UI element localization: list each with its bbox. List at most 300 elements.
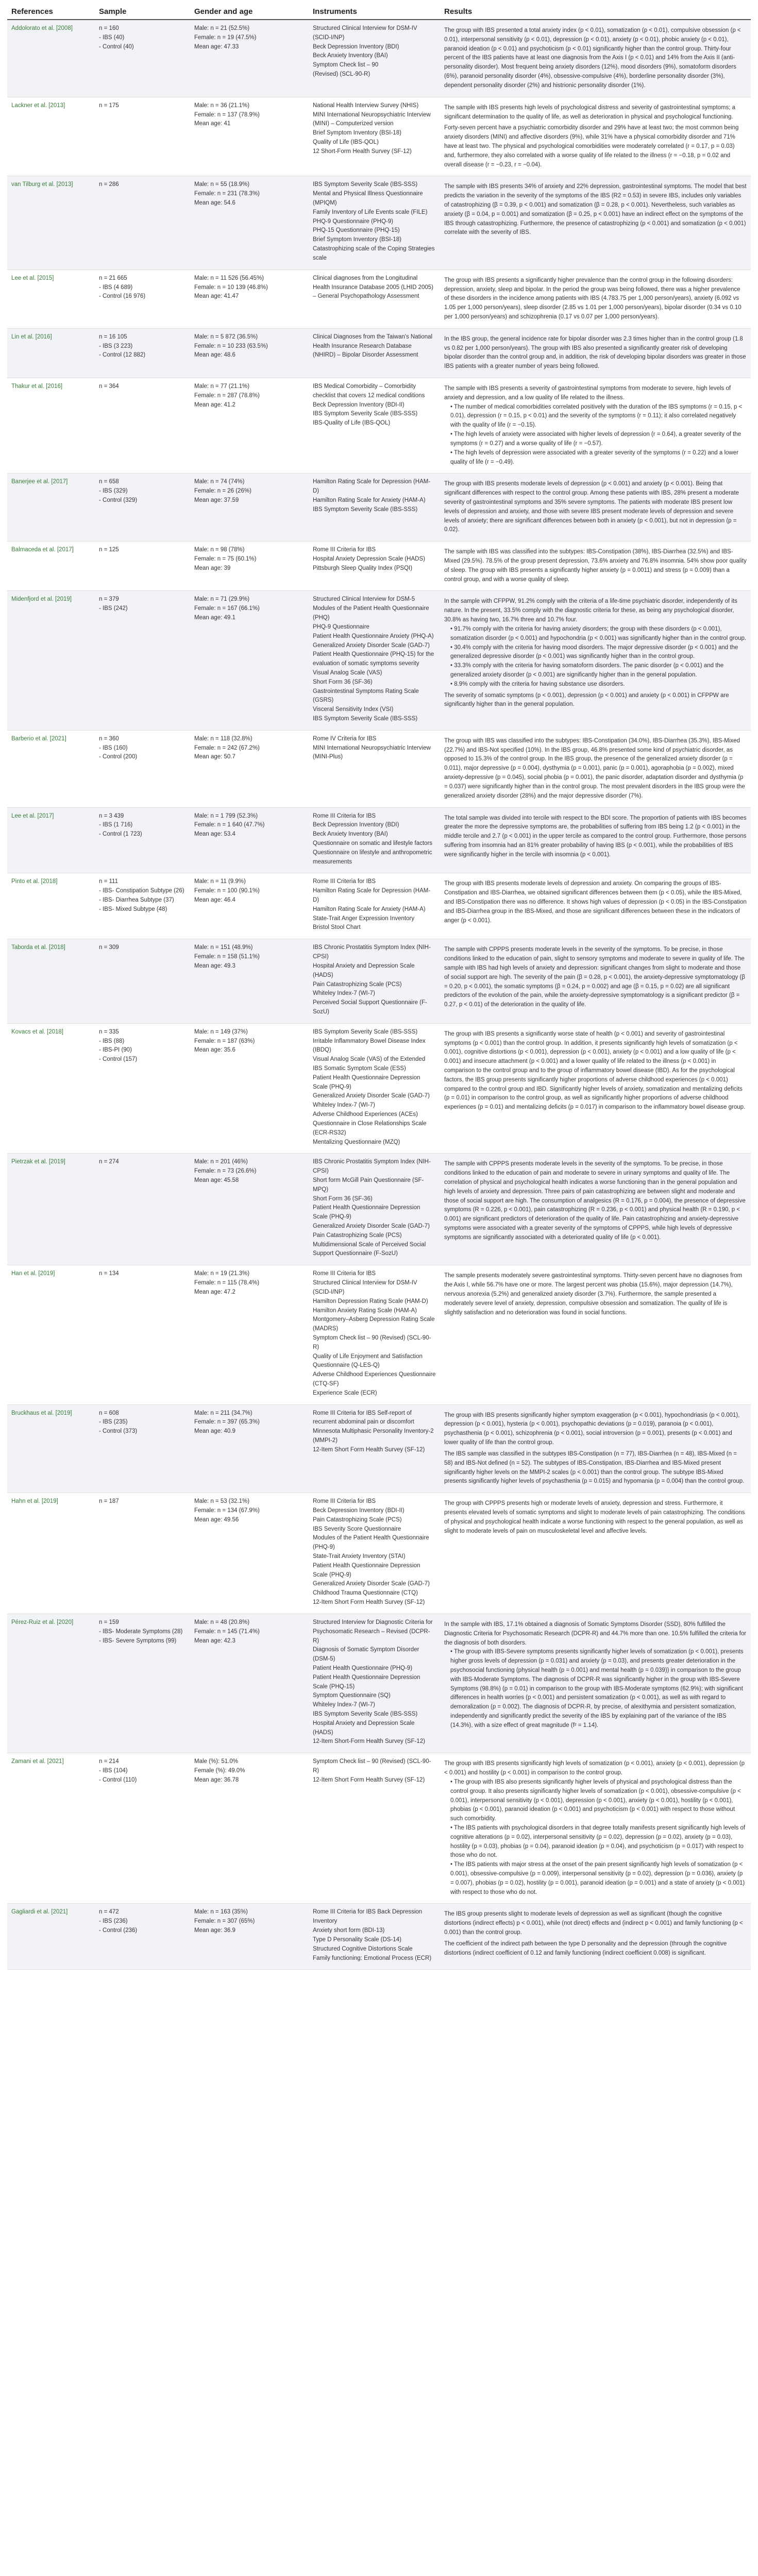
instrument-line: State-Trait Anxiety Inventory (STAI) xyxy=(313,1553,406,1560)
instrument-line: Hospital Anxiety and Depression Scale (HADS) xyxy=(313,1720,415,1736)
instruments-cell xyxy=(309,1493,440,1614)
instrument-line: Rome III Criteria for IBS xyxy=(313,812,376,819)
reference-link[interactable]: Taborda et al. [2018] xyxy=(11,944,65,951)
reference-link[interactable]: Lee et al. [2015] xyxy=(11,275,54,281)
reference-link[interactable]: Balmaceda et al. [2017] xyxy=(11,547,74,553)
reference-cell xyxy=(7,591,95,730)
instrument-line: 12-Item Short-Form Health Survey (SF-12) xyxy=(313,1738,425,1745)
results-paragraph: • 33.3% comply with the criteria for having somatoform disorders. The panic disorder (p < 0.001) and the generalized anxiety disorder (p < 0.001) are significantly higher than in the general population. xyxy=(450,663,724,678)
gender-age-line: Female: n = 73 (26.6%) xyxy=(194,1168,257,1175)
table-row xyxy=(7,541,751,591)
instruments-cell xyxy=(309,541,440,591)
table-row xyxy=(7,97,751,176)
column-header-instruments: Instruments xyxy=(309,4,440,20)
gender-age-line: Male: n = 11 526 (56.45%) xyxy=(194,275,264,281)
reference-link[interactable]: Lin et al. [2016] xyxy=(11,333,52,340)
gender-age-line: Mean age: 36.9 xyxy=(194,1927,235,1934)
header-row xyxy=(7,4,751,20)
sample-line: - IBS (160) xyxy=(99,744,128,751)
instrument-line: National Health Interview Survey (NHIS) xyxy=(313,102,419,109)
instrument-line: Symptom Check list – 90 (Revised) (SCL-90-R) xyxy=(313,1334,431,1350)
instrument-line: Modules of the Patient Health Questionnaire (PHQ-9) xyxy=(313,1535,429,1551)
table-row xyxy=(7,1404,751,1493)
instruments-cell xyxy=(309,873,440,939)
instrument-line: Beck Anxiety Inventory (BAI) xyxy=(313,53,388,59)
gender-age-line: Male: n = 53 (32.1%) xyxy=(194,1498,250,1505)
results-cell xyxy=(440,807,751,873)
gender-age-line: Mean age: 40.9 xyxy=(194,1428,235,1435)
instrument-line: Bristol Stool Chart xyxy=(313,924,361,931)
instrument-line: Short Form 36 (SF-36) xyxy=(313,679,373,685)
sample-line: - Control (40) xyxy=(99,43,134,50)
reference-link[interactable]: Pietrzak et al. [2019] xyxy=(11,1159,65,1165)
results-cell xyxy=(440,730,751,807)
instrument-line: Childhood Trauma Questionnaire (CTQ) xyxy=(313,1590,418,1597)
reference-cell xyxy=(7,1753,95,1904)
sample-cell xyxy=(95,1493,190,1614)
reference-cell xyxy=(7,20,95,97)
sample-line: - IBS (1 716) xyxy=(99,822,133,828)
sample-line: n = 160 xyxy=(99,25,119,31)
reference-link[interactable]: Barberio et al. [2021] xyxy=(11,735,66,742)
instrument-line: Patient Health Questionnaire (PHQ-9) xyxy=(313,1665,413,1671)
instrument-line: Anxiety short form (BDI-13) xyxy=(313,1927,385,1934)
sample-line: n = 3 439 xyxy=(99,812,124,819)
instrument-line: Family functioning: Emotional Process (ECR) xyxy=(313,1955,432,1961)
table-row xyxy=(7,1904,751,1970)
studies-table xyxy=(7,4,751,1970)
instrument-line: Rome IV Criteria for IBS xyxy=(313,735,377,742)
reference-link[interactable]: Banerjee et al. [2017] xyxy=(11,479,68,485)
gender-age-line: Mean age: 37.59 xyxy=(194,497,239,503)
instrument-line: Symptom Questionnaire (SQ) xyxy=(313,1692,391,1699)
gender-age-line: Female: n = 397 (65.3%) xyxy=(194,1419,260,1426)
sample-cell xyxy=(95,1753,190,1904)
instrument-line: Irritable Inflammatory Bowel Disease Index (IBDQ) xyxy=(313,1038,426,1054)
gender-age-cell xyxy=(190,1753,309,1904)
instrument-line: Generalized Anxiety Disorder Scale (GAD-7) xyxy=(313,1581,430,1587)
gender-age-line: Male: n = 19 (21.3%) xyxy=(194,1270,250,1277)
reference-link[interactable]: Midenfjord et al. [2019] xyxy=(11,596,72,603)
sample-line: - Control (373) xyxy=(99,1428,138,1435)
results-paragraph: The sample with IBS presents 34% of anxiety and 22% depression, gastrointestinal symptoms. The model that best predicts the variation in the severity of the symptoms of the IBS (R2 = 0.53) in severe IBS, includes only variables of catastrophizing (β = 0.39, p < 0.001) and somatization (β = 0.28, p < 0.001). Nevertheless, such variables as anxiety (β = 0.04, p = 0.001) and somatization (β = 0.25, p < 0.001) have an indirect effect on the symptoms of the IBS through catastrophizing. Furthermore, the presence of catastrophizing (p < 0.001) and somatization (p < 0.001) correlate with the severity of IBS. xyxy=(444,183,747,236)
table-body xyxy=(7,20,751,1970)
instrument-line: Patient Health Questionnaire Depression Scale (PHQ-9) xyxy=(313,1562,420,1578)
gender-age-line: Mean age: 41.47 xyxy=(194,293,239,300)
gender-age-line: Mean age: 41 xyxy=(194,121,231,127)
results-paragraph: The group with IBS presented a total anxiety index (p < 0.01), somatization (p < 0.01), compulsive obsession (p < 0.01), interpersonal sensitivity (p < 0.01), depression (p < 0.01), anxiety (p < 0.01), phobic anxiety (p < 0.01), paranoid ideation (p < 0.01) and psychoticism (p < 0.01) significantly higher than the control group. Thirty-four percent of the IBS patients have at least one diagnosis from the Axis I (p < 0.01) and 14% from the Axis II (anti-personality disorder). Most frequent being anxiety disorders (12%), mood disorders (9%), somatoform disorders (6%), paranoid personality disorder (4%), obsessive-compulsive (4%), borderline personality disorder (3%), dependent personality disorder (2%) and histrionic personality disorder (1%). xyxy=(444,27,741,89)
sample-cell xyxy=(95,591,190,730)
instrument-line: Mental and Physical Illness Questionnaire (MPIQM) xyxy=(313,191,423,206)
reference-link[interactable]: Han et al. [2019] xyxy=(11,1270,55,1277)
sample-line: n = 608 xyxy=(99,1410,119,1416)
instrument-line: Questionnaire in Close Relationships Scale (ECR-RS32) xyxy=(313,1120,427,1136)
instrument-line: 12-Item Short Form Health Survey (SF-12) xyxy=(313,1446,425,1453)
instrument-line: Whiteley Index-7 (WI-7) xyxy=(313,1102,375,1109)
sample-line: - Control (1 723) xyxy=(99,831,142,838)
results-cell xyxy=(440,1904,751,1970)
gender-age-line: Male: n = 77 (21.1%) xyxy=(194,383,250,389)
sample-line: - Control (157) xyxy=(99,1056,138,1063)
results-cell xyxy=(440,541,751,591)
gender-age-line: Female: n = 10 139 (46.8%) xyxy=(194,284,268,291)
gender-age-line: Male: n = 21 (52.5%) xyxy=(194,25,250,31)
gender-age-cell xyxy=(190,939,309,1024)
sample-line: n = 134 xyxy=(99,1270,119,1277)
instrument-line: Patient Health Questionnaire Depression Scale (PHQ-9) xyxy=(313,1205,420,1221)
reference-link[interactable]: Pinto et al. [2018] xyxy=(11,878,58,885)
sample-line: - IBS- Mixed Subtype (48) xyxy=(99,906,167,912)
results-paragraph: The group with IBS presents moderate levels of depression and anxiety. On comparing the groups of IBS-Constipation and IBS-Diarrhea, we obtained significant differences between them (p < 0.05), while the IBS-Mixed, and IBS-Constipation there was no difference. It shows high values of depression (p < 0.05) in the IBS-Constipation and IBS-Diarrhea group in the IBS-Mixed, and those are significant differences between these in the indicators of anger (p < 0.001). xyxy=(444,880,747,924)
reference-link[interactable]: Bruckhaus et al. [2019] xyxy=(11,1410,72,1416)
instrument-line: Clinical diagnoses from the Longitudinal Health Insurance Database 2005 (LHID 2005) – General Psychopathology Assessment xyxy=(313,275,433,300)
results-cell xyxy=(440,1265,751,1404)
results-paragraph: The sample with IBS presents a severity of gastrointestinal symptoms from moderate to severe, high levels of anxiety and depression, and a low quality of life related to the illness. xyxy=(444,385,731,401)
results-paragraph: • 30.4% comply with the criteria for having mood disorders. The major depressive disorder (p < 0.001) and the generalized depressive disorder (p < 0.001) was significantly higher than in the control group. xyxy=(450,644,738,660)
gender-age-line: Female: n = 231 (78.3%) xyxy=(194,191,260,197)
gender-age-cell xyxy=(190,1904,309,1970)
column-header-results: Results xyxy=(440,4,751,20)
results-cell xyxy=(440,591,751,730)
results-paragraph: The group with IBS was classified into the subtypes: IBS-Constipation (34.0%), IBS-Diarrhea (35.3%), IBS-Mixed (22.7%) and IBS-Not specified (10%). In the IBS group, 46.8% presented some kind of psychiatric disorder, as opposed to 15.3% of the control group. In the IBS group, the presence of the generalized anxiety disorder (p = 0.011), major depressive (p = 0.004), dysthymia (p = 0.001), panic (p = 0.001), agoraphobia (p = 0.002), mixed anxiety-depressive (p = 0.045), social phobia (p = 0.001), the panic disorder, adaptation disorder and dysthymia (p = 0.037) were significantly higher than in the control group. The most prevalent disorders in the IBS group were the generalized anxiety disorder (28%) and the major depressive disorder (7%). xyxy=(444,737,745,799)
gender-age-cell xyxy=(190,1614,309,1753)
gender-age-line: Male: n = 211 (34.7%) xyxy=(194,1410,252,1416)
instrument-line: Diagnosis of Somatic Symptom Disorder (DSM-5) xyxy=(313,1647,419,1663)
results-paragraph: • The IBS patients with major stress at the onset of the pain present significantly high levels of somatization (p < 0.001), obsessive-compulsive (p = 0.009), interpersonal sensitivity (p = 0.02), depression (p = 0.036), anxiety (p = 0.007), phobias (p = 0.02), hostility (p = 0.001), paranoid ideation (p = 0.001) and a state of anxiety (p < 0.001) with respect to those who do not. xyxy=(450,1861,745,1895)
instrument-line: Hamilton Rating Scale for Depression (HAM-D) xyxy=(313,479,431,495)
results-cell xyxy=(440,20,751,97)
instrument-line: Modules of the Patient Health Questionnaire (PHQ) xyxy=(313,605,429,621)
sample-line: - IBS- Constipation Subtype (26) xyxy=(99,888,184,894)
sample-line: n = 214 xyxy=(99,1758,119,1765)
results-paragraph: The group with IBS presents moderate levels of depression (p < 0.001) and anxiety (p < 0.001). Being that significant differences with respect to the control group. Among these patients with IBS, 28% present a moderate severity of gastrointestinal symptoms and 35% severe symptoms. The patients with moderate IBS present low levels of depression and anxiety, and those with severe IBS present moderate levels of depression and severe levels of anxiety; there are significant differences between both in anxiety (p < 0.001), but not in depression (p = 0.02). xyxy=(444,481,739,533)
table-row xyxy=(7,269,751,328)
instruments-cell xyxy=(309,730,440,807)
sample-cell xyxy=(95,1023,190,1154)
results-paragraph: The group with CPPPS presents high or moderate levels of anxiety, depression and stress. Furthermore, it presents elevated levels of somatic symptoms and slight to moderate levels of pain catastrophizing. The conditions of physical and psychological health indicate a worse functioning with respect to the general population, as well as slight to moderate levels of pain on musculoskeletal level and affective levels. xyxy=(444,1500,745,1534)
results-cell xyxy=(440,1023,751,1154)
gender-age-line: Female: n = 307 (65%) xyxy=(194,1918,255,1925)
results-paragraph: • The high levels of anxiety were associated with higher levels of depression (r = 0.64), a greater severity of the symptoms (r = 0.27) and a worse quality of life (r = −0.57). xyxy=(450,431,742,447)
instrument-line: IBS Medical Comorbidity – Comorbidity checklist that covers 12 medical conditions xyxy=(313,383,425,399)
sample-line: - IBS (329) xyxy=(99,488,128,495)
sample-cell xyxy=(95,807,190,873)
instrument-line: Rome III Criteria for IBS xyxy=(313,878,376,885)
results-paragraph: In the sample with IBS, 17.1% obtained a diagnosis of Somatic Symptoms Disorder (SSD), 80% fulfilled the Diagnostic Criteria for Psychosomatic Research (DCPR-R) and 44.7% more than one. 10.5% fulfilled the criteria for the diagnosis of both disorders. xyxy=(444,1621,747,1646)
gender-age-line: Male: n = 5 872 (36.5%) xyxy=(194,333,258,340)
reference-link[interactable]: Kovacs et al. [2018] xyxy=(11,1028,64,1035)
instrument-line: Generalized Anxiety Disorder Scale (GAD-7) xyxy=(313,642,430,649)
reference-link[interactable]: Addolorato et al. [2008] xyxy=(11,25,73,31)
gender-age-cell xyxy=(190,1265,309,1404)
instruments-cell xyxy=(309,1753,440,1904)
instrument-line: Structured Clinical Interview for DSM-IV (SCID-I/NP) xyxy=(313,1280,417,1295)
instrument-line: Structured Clinical Interview for DSM-5 xyxy=(313,596,415,603)
instrument-line: Generalized Anxiety Disorder Scale (GAD-7) xyxy=(313,1093,430,1099)
sample-cell xyxy=(95,20,190,97)
instrument-line: Mentalizing Questionnaire (MZQ) xyxy=(313,1139,400,1145)
instrument-line: IBS Symptom Severity Scale (IBS-SSS) xyxy=(313,506,418,513)
instrument-line: Structured Cognitive Distortions Scale xyxy=(313,1945,413,1952)
instrument-line: IBS-Quality of Life (IBS-QOL) xyxy=(313,420,391,427)
gender-age-line: Mean age: 46.4 xyxy=(194,897,235,903)
column-header-sample: Sample xyxy=(95,4,190,20)
instruments-cell xyxy=(309,1614,440,1753)
instrument-line: IBS Symptom Severity Scale (IBS-SSS) xyxy=(313,716,418,722)
sample-line: n = 658 xyxy=(99,479,119,485)
instrument-line: IBS Symptom Severity Scale (IBS-SSS) xyxy=(313,1711,418,1717)
instrument-line: State-Trait Anger Expression Inventory xyxy=(313,915,415,922)
gender-age-line: Male: n = 201 (46%) xyxy=(194,1159,248,1165)
reference-link[interactable]: Zamani et al. [2021] xyxy=(11,1758,64,1765)
gender-age-line: Female: n = 187 (63%) xyxy=(194,1038,255,1044)
results-cell xyxy=(440,473,751,541)
gender-age-line: Male: n = 1 799 (52.3%) xyxy=(194,812,258,819)
sample-cell xyxy=(95,176,190,269)
gender-age-line: Mean age: 49.3 xyxy=(194,962,235,969)
sample-cell xyxy=(95,269,190,328)
gender-age-line: Female: n = 19 (47.5%) xyxy=(194,34,257,41)
sample-line: n = 187 xyxy=(99,1498,119,1505)
sample-cell xyxy=(95,939,190,1024)
table-row xyxy=(7,591,751,730)
reference-cell xyxy=(7,1023,95,1154)
table-row xyxy=(7,1023,751,1154)
reference-link[interactable]: van Tilburg et al. [2013] xyxy=(11,181,73,188)
instruments-cell xyxy=(309,1154,440,1265)
gender-age-line: Female: n = 137 (78.9%) xyxy=(194,111,260,118)
gender-age-line: Mean age: 54.6 xyxy=(194,200,235,206)
instrument-line: Hamilton Rating Scale for Anxiety (HAM-A) xyxy=(313,906,426,912)
instrument-line: Adverse Childhood Experiences Questionnaire (CTQ-SF) xyxy=(313,1371,436,1387)
results-cell xyxy=(440,939,751,1024)
table-row xyxy=(7,20,751,97)
gender-age-line: Male: n = 55 (18.9%) xyxy=(194,181,250,188)
reference-cell xyxy=(7,378,95,473)
gender-age-line: Female: n = 167 (66.1%) xyxy=(194,605,260,612)
sample-cell xyxy=(95,1904,190,1970)
instrument-line: Adverse Childhood Experiences (ACEs) xyxy=(313,1111,418,1118)
column-header-gender-age: Gender and age xyxy=(190,4,309,20)
results-paragraph: The group with IBS presents a significantly higher prevalence than the control group in the following disorders: depression, anxiety, sleep and bipolar. In the period the group was being followed, there was a higher prevalence of these disorders in the incidence among patients with IBS (4.783.75 per 1,000 person/years), anxiety (6.092 vs 1.05 per 1,000 person/years), sleep disorder (2.85 vs 1.01 per 1,000 person/years), bipolar disorder (0.34 vs 0.10 per 1,000 person/years) and schizophrenia (0.17 vs 0.07 per 1,000 person/years). xyxy=(444,277,742,320)
instrument-line: Rome III Criteria for IBS xyxy=(313,1270,376,1277)
results-paragraph: • The IBS patients with psychological disorders in that degree totally manifests present significantly high levels of cognitive alterations (p = 0.02), interpersonal sensitivity (p = 0.02), depression (p = 0.02), anxiety (p = 0.03), hostility (p = 0.03), phobias (p = 0.04), paranoid ideation (p = 0.04), and psychoticism (p = 0.017) with respect to those who do not. xyxy=(450,1824,746,1859)
instrument-line: Minnesota Multiphasic Personality Inventory-2 (MMPI-2) xyxy=(313,1428,434,1444)
instrument-line: Whiteley Index-7 (WI-7) xyxy=(313,1702,375,1708)
reference-link[interactable]: Hahn et al. [2019] xyxy=(11,1498,58,1505)
gender-age-line: Male: n = 149 (37%) xyxy=(194,1028,248,1035)
gender-age-cell xyxy=(190,1404,309,1493)
instrument-line: 12-Item Short Form Health Survey (SF-12) xyxy=(313,1776,425,1783)
results-paragraph: The group with IBS presents a significantly worse state of health (p < 0.001) and severity of gastrointestinal symptoms (p < 0.001) than the control group. In addition, it presents significantly high levels of somatization (p < 0.001), cognitive distortions (p < 0.001), depression (p < 0.001), anxiety (p < 0.001) and a low quality of life (p < 0.001) and insecure attachment (p < 0.001) and a lower quality of life related to the illness (p < 0.001) in comparison to the control group and to the group of inflammatory bowel disease (IBD). As for the psychological factors, the IBS group presents significantly higher proportions of adverse childhood experiences (p < 0.001) compared to the control group and IBD. Significantly higher levels of anxiety, somatization and mentalizing deficits (p = 0.01) in comparison to the control group, as well as significantly higher proportions of adverse childhood experiences (p = 0.01) and mentalizing deficits (p = 0.017) in comparison to the inflammatory bowel disease group. xyxy=(444,1030,746,1111)
instrument-line: Family Inventory of Life Events scale (FILE) xyxy=(313,209,428,215)
instrument-line: PHQ-15 Questionnaire (PHQ-15) xyxy=(313,227,400,234)
instrument-line: Visual Analog Scale (VAS) xyxy=(313,669,382,676)
gender-age-line: Mean age: 41.2 xyxy=(194,401,235,408)
gender-age-cell xyxy=(190,1023,309,1154)
results-paragraph: Forty-seven percent have a psychiatric comorbidity disorder and 29% have at least two; the most common being anxiety disorders (MINI) and affective disorders (9%), while 31% have a physical comorbidity disorder and 71% have at least two. The physical and psychological comorbidities were moderately correlated (r = 0.17, p = 0.03) and, furthermore, they also correlated with a worse quality of life related to the illness (r = −0.18, p = 0.02 and overall disease (r = −0.23, r = −0.04). xyxy=(444,125,739,168)
instrument-line: Hospital Anxiety Depression Scale (HADS) xyxy=(313,556,425,562)
instrument-line: Clinical Diagnoses from the Taiwan's National Health Insurance Research Database (NHIRD) – Bipolar Disorder Assessment xyxy=(313,333,433,359)
table-row xyxy=(7,1265,751,1404)
reference-link[interactable]: Pérez-Ruiz et al. [2020] xyxy=(11,1619,74,1625)
gender-age-line: Female: n = 134 (67.9%) xyxy=(194,1507,260,1514)
instrument-line: Generalized Anxiety Disorder Scale (GAD-7) xyxy=(313,1223,430,1229)
reference-link[interactable]: Lee et al. [2017] xyxy=(11,812,54,819)
gender-age-cell xyxy=(190,541,309,591)
instruments-cell xyxy=(309,807,440,873)
reference-link[interactable]: Gagliardi et al. [2021] xyxy=(11,1909,68,1916)
sample-line: - Control (110) xyxy=(99,1776,137,1783)
gender-age-line: Mean age: 47.2 xyxy=(194,1289,235,1295)
table-row xyxy=(7,807,751,873)
gender-age-line: Female: n = 115 (78.4%) xyxy=(194,1280,260,1286)
sample-cell xyxy=(95,1404,190,1493)
instruments-cell xyxy=(309,1404,440,1493)
gender-age-line: Mean age: 48.6 xyxy=(194,352,235,359)
sample-line: - IBS (3 223) xyxy=(99,343,133,349)
gender-age-line: Male: n = 163 (35%) xyxy=(194,1909,248,1916)
instrument-line: Beck Depression Inventory (BDI-II) xyxy=(313,401,405,408)
gender-age-cell xyxy=(190,269,309,328)
results-cell xyxy=(440,1404,751,1493)
results-paragraph: In the sample with CFPPW, 91.2% comply with the criteria of a life-time psychiatric disorder, independently of its nature. In the present, 33.5% comply with the diagnostic criteria for these, as being any psychological disorder, 30.8% as having two, 16.7% three and 10.7% four. xyxy=(444,598,737,623)
instrument-line: Rome III Criteria for IBS Back Depression Inventory xyxy=(313,1909,423,1925)
results-cell xyxy=(440,1614,751,1753)
instrument-line: Perceived Social Support Questionnaire (F-SozU) xyxy=(313,999,427,1015)
gender-age-line: Female: n = 242 (67.2%) xyxy=(194,744,260,751)
gender-age-cell xyxy=(190,873,309,939)
instrument-line: Short form McGill Pain Questionnaire (SF-MPQ) xyxy=(313,1177,424,1193)
reference-link[interactable]: Lackner et al. [2013] xyxy=(11,102,65,109)
sample-line: n = 379 xyxy=(99,596,119,603)
reference-cell xyxy=(7,1493,95,1614)
reference-cell xyxy=(7,730,95,807)
table-row xyxy=(7,378,751,473)
sample-line: - Control (16 976) xyxy=(99,293,146,300)
sample-line: n = 472 xyxy=(99,1909,119,1916)
gender-age-cell xyxy=(190,473,309,541)
sample-cell xyxy=(95,730,190,807)
gender-age-line: Mean age: 50.7 xyxy=(194,754,235,760)
gender-age-cell xyxy=(190,328,309,378)
table-row xyxy=(7,1614,751,1753)
gender-age-line: Male: n = 151 (48.9%) xyxy=(194,944,253,951)
results-paragraph: The group with IBS presents significantly higher symptom exaggeration (p < 0.001), hypochondriasis (p < 0.001), depression (p < 0.001), hysteria (p < 0.001), psychopathic deviations (p = 0.019), paranoia (p < 0.001), psychasthenia (p < 0.001), schizophrenia (p < 0.001), social introversion (p = 0.001), presents (p < 0.001) and lower quality of life than the control group. xyxy=(444,1412,740,1446)
sample-line: - IBS (4 689) xyxy=(99,284,133,291)
sample-cell xyxy=(95,97,190,176)
results-paragraph: • 8.9% comply with the criteria for having substance use disorders. xyxy=(450,681,625,687)
gender-age-line: Female: n = 1 640 (47.7%) xyxy=(194,822,265,828)
sample-line: - Control (236) xyxy=(99,1927,138,1934)
results-cell xyxy=(440,1154,751,1265)
instrument-line: Quality of Life (IBS-QOL) xyxy=(313,139,379,145)
instrument-line: Symptom Check list – 90 xyxy=(313,62,379,69)
reference-cell xyxy=(7,328,95,378)
instrument-line: Visceral Sensitivity Index (VSI) xyxy=(313,706,394,713)
sample-line: n = 175 xyxy=(99,102,119,109)
gender-age-line: Female (%): 49.0% xyxy=(194,1768,245,1774)
instrument-line: Gastrointestinal Symptoms Rating Scale (GSRS) xyxy=(313,688,419,704)
gender-age-line: Female: n = 287 (78.8%) xyxy=(194,392,260,399)
table-row xyxy=(7,1493,751,1614)
instrument-line: PHQ-9 Questionnaire xyxy=(313,623,369,630)
sample-cell xyxy=(95,378,190,473)
instrument-line: Hamilton Anxiety Rating Scale (HAM-A) xyxy=(313,1307,417,1314)
reference-cell xyxy=(7,1404,95,1493)
reference-cell xyxy=(7,473,95,541)
table-row xyxy=(7,1154,751,1265)
results-paragraph: • 91.7% comply with the criteria for having anxiety disorders; the group with these disorders (p < 0.001), somatization disorder (p < 0.001) and hypochondria (p < 0.001) was significantly higher than in the control group. xyxy=(450,625,747,641)
gender-age-line: Female: n = 26 (26%) xyxy=(194,488,251,495)
results-paragraph: The IBS group presents slight to moderate levels of depression as well as significant (though the cognitive distortions (indirect effects) p < 0.001), while (not direct) effects and (indirect p < 0.001) and family functioning (p < 0.001) than the control group. xyxy=(444,1911,743,1936)
gender-age-line: Mean age: 39 xyxy=(194,565,231,571)
gender-age-cell xyxy=(190,97,309,176)
sample-cell xyxy=(95,473,190,541)
instrument-line: Pittsburgh Sleep Quality Index (PSQI) xyxy=(313,565,413,571)
instrument-line: Questionnaire on somatic and lifestyle factors xyxy=(313,840,433,846)
results-paragraph: The sample with CPPPS presents moderate levels in the severity of the symptoms. To be precise, in those conditions linked to the education of pain and moderate to severe in urinary symptoms and quality of life. The correlation of physical and psychological health indicates a worse functioning than in the general population and high levels of anxiety and depression. Three pairs of pain catastrophizing are between slight and moderate and those of social support are high. The consumption of analgesics (R = 0.176, p = 0.004), the presence of depressive symptoms (R = 0.226, p < 0.001), pain catastrophizing (R = 0.236, p < 0.001) and physical health (R = 0.190, p < 0.001) are significant predictors of deterioration of the quality of life. Pain catastrophizing and anxiety-depressive symptoms were associated with a greater severity of the symptoms of CPPPS, while high levels of depressive symptoms are significantly associated with a deteriorated quality of life (p < 0.001). xyxy=(444,1161,746,1241)
results-paragraph: • The group with IBS-Severe symptoms presents significantly higher levels of somatization (p < 0.001), presents higher gross levels of depression (p = 0.031) and anxiety (p = 0.03), and presents greater deterioration in the psychosocial functioning (physical health (p = 0.001) and mental health (p = 0.039)) in comparison to the group with IBS-Moderate Symptoms. The diagnosis of DCPR-R was significantly higher in the group with IBS-Severe Symptoms (98.8%) (p = 0.01) in comparison to the group with IBS-Moderate symptoms (62.9%); with significant differences in health worries (p < 0.001) and persistent somatization (p < 0.001), as well as with regard to demoralization (p = 0.002). The diagnosis of DCPR-R, by precise, of alexithymia and persistent somatization, independently and significantly predict the severity of the IBS by explaining part of the variance of the IBS (14.3%), with a size effect of great magnitude (f² = 1.14). xyxy=(450,1649,744,1728)
reference-cell xyxy=(7,1265,95,1404)
sample-line: n = 335 xyxy=(99,1028,119,1035)
sample-line: n = 21 665 xyxy=(99,275,127,281)
instruments-cell xyxy=(309,1023,440,1154)
instrument-line: Brief Symptom Inventory (BSI-18) xyxy=(313,236,401,243)
sample-cell xyxy=(95,541,190,591)
sample-line: - Control (200) xyxy=(99,754,138,760)
instrument-line: Beck Depression Inventory (BDI-II) xyxy=(313,1507,405,1514)
results-paragraph: The sample presents moderately severe gastrointestinal symptoms. Thirty-seven percent have no diagnoses from the Axis I, while 56.7% have one or more. The largest percent was phobia (15.6%), major depression (14.7%), nervous anorexia (5.2%) and generalized anxiety disorder (3.7%). Furthermore, the sample presented a moderately severe level of anxiety, depression, compulsive obsession and somatization. The quality of life is slightly satisfaction and no deterioration was found in social functions. xyxy=(444,1273,743,1316)
instrument-line: Short Form 36 (SF-36) xyxy=(313,1195,373,1202)
gender-age-cell xyxy=(190,591,309,730)
sample-line: n = 364 xyxy=(99,383,119,389)
instrument-line: Structured Interview for Diagnostic Criteria for Psychosomatic Research – Revised (DCPR-R) xyxy=(313,1619,433,1644)
gender-age-line: Mean age: 49.1 xyxy=(194,615,235,621)
gender-age-line: Male: n = 36 (21.1%) xyxy=(194,102,250,109)
results-paragraph: The coefficient of the indirect path between the type D personality and the depression (through the cognitive distortions (indirect coefficient of 0.12 and family functioning (indirect coefficient 0.008) is significant. xyxy=(444,1940,727,1956)
instrument-line: 12 Short-Form Health Survey (SF-12) xyxy=(313,148,412,155)
instrument-line: Hamilton Rating Scale for Depression (HAM-D) xyxy=(313,888,431,903)
results-paragraph: The group with IBS presents significantly high levels of somatization (p < 0.001), anxiety (p < 0.001), depression (p < 0.001) and hostility (p < 0.001) in comparison to the control group. xyxy=(444,1760,745,1776)
results-cell xyxy=(440,328,751,378)
results-cell xyxy=(440,269,751,328)
instrument-line: Beck Depression Inventory (BDI) xyxy=(313,43,399,50)
instrument-line: IBS Symptom Severity Scale (IBS-SSS) xyxy=(313,411,418,417)
instruments-cell xyxy=(309,1265,440,1404)
sample-line: n = 360 xyxy=(99,735,119,742)
results-paragraph: The severity of somatic symptoms (p < 0.001), depression (p < 0.001) and anxiety (p < 0.001) in CFPPW are significantly higher than in the general population. xyxy=(444,692,729,708)
sample-line: - IBS (236) xyxy=(99,1918,128,1925)
sample-line: - IBS (88) xyxy=(99,1038,125,1044)
sample-cell xyxy=(95,1614,190,1753)
instrument-line: Patient Health Questionnaire Anxiety (PHQ-A) xyxy=(313,633,434,639)
gender-age-line: Mean age: 42.3 xyxy=(194,1637,235,1644)
instruments-cell xyxy=(309,328,440,378)
instruments-cell xyxy=(309,591,440,730)
instrument-line: MINI International Neuropsychiatric Interview (MINI-Plus) xyxy=(313,744,431,760)
gender-age-line: Mean age: 45.58 xyxy=(194,1177,239,1183)
instrument-line: Pain Catastrophizing Scale (PCS) xyxy=(313,1516,402,1523)
sample-line: - Control (12 882) xyxy=(99,352,146,359)
sample-line: n = 274 xyxy=(99,1159,119,1165)
results-cell xyxy=(440,1753,751,1904)
instrument-line: Quality of Life Enjoyment and Satisfaction Questionnaire (Q-LES-Q) xyxy=(313,1353,423,1369)
reference-link[interactable]: Thakur et al. [2016] xyxy=(11,383,63,389)
reference-cell xyxy=(7,1904,95,1970)
table-row xyxy=(7,328,751,378)
instrument-line: Rome III Criteria for IBS xyxy=(313,547,376,553)
